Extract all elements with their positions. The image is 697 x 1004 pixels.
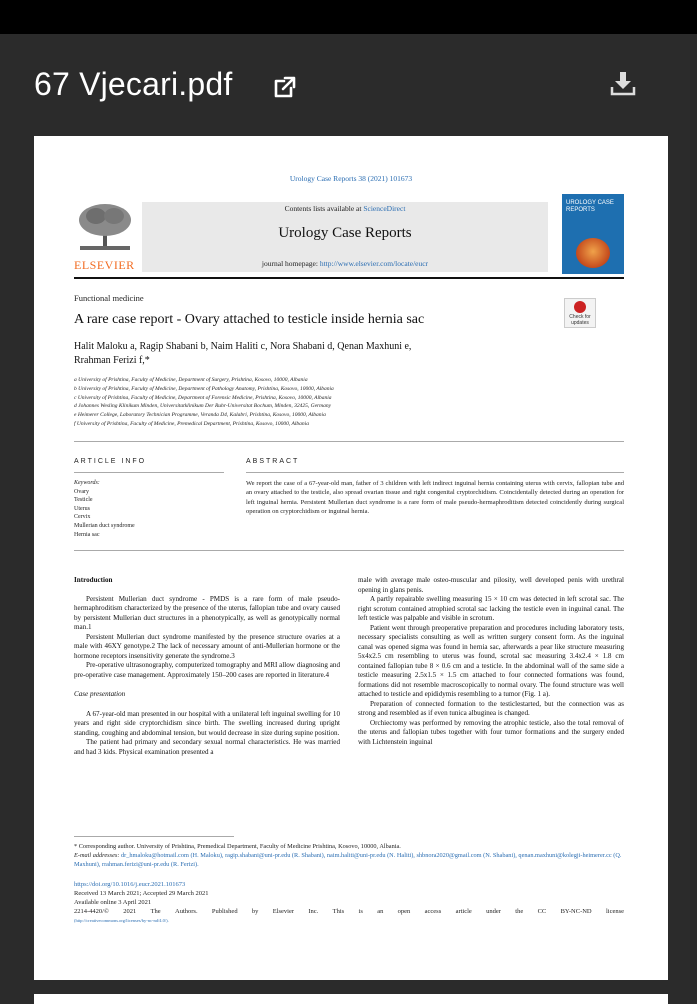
intro-heading: Introduction <box>74 576 113 584</box>
status-bar <box>0 0 697 34</box>
keyword: Ovary <box>74 488 89 495</box>
affiliation: d Johannes Wesling Klinikum Minden, Universitatklinikum Der Ruhr-Universitat Bochum, Minden, 32425, Germany <box>74 403 332 410</box>
email-addresses: E-mail addresses: dr_hmaloku@hotmail.com (H. Maloku), ragip.shabani@uni-pr.edu (R. Shabani), naim.haliti@uni-pr.edu (N. Haliti), shbnora2020@gmail.com (N. Shabani), qenan.maxhuni@kolegji-heimerer.cc (Q. Maxhuni), rrahman.ferizi@uni-pr.edu (R. Ferizi). <box>74 852 622 868</box>
publisher-logo: ELSEVIER <box>74 258 135 272</box>
paragraph: A 67-year-old man presented in our hospital with a unilateral left inguinal swelling for 10 years and right side cryptorchidism since birth. The swelling increased during upright standing, coughing and abdominal tension, but would decrease in size during supine position. <box>74 709 340 737</box>
header-rule <box>74 277 624 279</box>
pdf-page <box>34 136 668 980</box>
journal-cover <box>562 194 624 274</box>
paragraph: The patient had primary and secondary sexual normal characteristics. He was married and had 3 kids. Physical examination presented a <box>74 738 340 756</box>
doi-link[interactable]: https://doi.org/10.1016/j.eucr.2021.101673 <box>74 881 186 888</box>
affiliation: f University of Prishtina, Faculty of Medicine, Premedical Department, Prishtina, Kosovo, 10000, Albania <box>74 420 309 427</box>
paragraph: male with average male osteo-muscular and pilosity, well developed penis with urethral opening in glans penis. <box>358 576 624 594</box>
paragraph: Orchiectomy was performed by removing the atrophic testicle, also the total removal of the uterus and fallopian tubes together with four tumor formations and the surgery ended with Lichtenstein inguinal <box>358 718 624 746</box>
right-column <box>358 576 624 747</box>
homepage-link[interactable]: http://www.elsevier.com/locate/eucr <box>319 259 429 268</box>
paragraph: Preparation of connected formation to the testiclestarted, but the connection was as strong and resembled as if even tunica albuginea is changed. <box>358 699 624 717</box>
affiliation: b University of Prishtina, Faculty of Medicine, Department of Pathology Anatomy, Prishtina, Kosovo, 10000, Albania <box>74 385 334 392</box>
section-label: Functional medicine <box>74 293 144 303</box>
check-for-updates-badge[interactable]: Check for updates <box>564 298 596 328</box>
journal-homepage: journal homepage: http://www.elsevier.com/locate/eucr <box>261 259 429 268</box>
keyword: Cervix <box>74 514 91 521</box>
journal-name: Urology Case Reports <box>278 225 412 241</box>
keyword: Testicle <box>74 497 93 504</box>
article-info-heading: ARTICLE INFO <box>74 458 147 465</box>
keyword: Mullerian duct syndrome <box>74 522 135 529</box>
affiliations <box>74 376 614 429</box>
next-pdf-page <box>34 994 668 1004</box>
journal-citation[interactable]: Urology Case Reports 38 (2021) 101673 <box>289 174 413 183</box>
footnotes <box>74 842 624 869</box>
download-icon[interactable] <box>610 70 636 96</box>
authors-line: Halit Maloku a, Ragip Shabani b, Naim Haliti c, Nora Shabani d, Qenan Maxhuni e, <box>74 341 412 352</box>
paragraph: Pre-operative ultrasonography, computerized tomography and MRI allow diagnosing and pre-operative case management. Approximately 150–200 cases are reported in literature.4 <box>74 661 340 679</box>
affiliation: c University of Prishtina, Faculty of Medicine, Department of Forensic Medicine, Prishtina, Kosovo, 10000, Albania <box>74 394 332 401</box>
paragraph: A partly repairable swelling measuring 15 × 10 cm was detected in left scrotal sac. The right scrotum contained atrophied scrotal sac lacking the testicle even in inguinal canal. The left testicle was palpable and visible in scrotum. <box>358 595 624 622</box>
external-link-icon[interactable] <box>272 74 298 100</box>
paragraph: Persistent Mullerian duct syndrome - PMDS is a rare form of male pseudo-hermaphroditism characterized by the presence of the uterus, fallopian tube and ovary caused by persistent Mullerian duct structures in a phenotypically, as well as genotypically normal man.1 <box>74 594 340 631</box>
article-title: A rare case report - Ovary attached to testicle inside hernia sac <box>74 312 425 327</box>
affiliation: a University of Prishtina, Faculty of Medicine, Department of Surgery, Prishtina, Kosovo, 10000, Albania <box>74 377 308 383</box>
corresponding-author-note: * Corresponding author. University of Prishtina, Premedical Department, Faculty of Medicine Prishtina, Kosovo, 10000, Albania. <box>74 843 401 850</box>
divider <box>74 441 624 442</box>
sciencedirect-link[interactable]: ScienceDirect <box>363 204 406 213</box>
received-dates: Received 13 March 2021; Accepted 29 March 2021 <box>74 890 209 897</box>
keywords <box>74 479 224 539</box>
email-links[interactable]: dr_hmaloku@hotmail.com (H. Maloku), ragip.shabani@uni-pr.edu (R. Shabani), naim.haliti@uni-pr.edu (N. Haliti), shbnora2020@gmail.com (N. Shabani), qenan.maxhuni@kolegji-heimerer.cc (Q. Maxhuni), rrahman.ferizi@uni-pr.edu (R. Ferizi). <box>74 852 622 868</box>
online-date: Available online 3 April 2021 <box>74 899 152 906</box>
paragraph: Persistent Mullerian duct syndrome manifested by the presence structure ovaries at a male with 46XY genotype.2 The lack of necessary amount of anti-Mullerian hormone or the hormone receptors insensitivity generate the syndrome.3 <box>74 632 340 660</box>
paragraph: Patient went through preoperative preparation and procedures including laboratory tests, necessary specialists consulting as well as written surgery consent form. As the inguinal canal was opened sigma was found in hernia sac, afterwards a pear like structure measuring 5x4x2.5 cm resembling to uterus was found, scrotal sac measuring 3.4x2.4 × 1.8 cm contained fallopian tube 8 × 0.6 cm and a testicle. In the abdominal wall of the same side a testicle measuring 2.5x1.5 × 1.5 cm attached to four connected formations was found, formations did not resemble macroscopically to normal ovary. The found structure was well attached to testicle and epididymis resembling to a tumor (Fig. 1 a). <box>358 623 624 698</box>
keyword: Uterus <box>74 505 90 512</box>
divider <box>74 550 624 551</box>
article-meta <box>74 880 624 925</box>
file-title: 67 Vjecari.pdf <box>34 66 233 102</box>
authors-line: Rrahman Ferizi f,* <box>74 355 150 366</box>
cover-image <box>576 238 610 268</box>
footnote-rule <box>74 836 234 837</box>
divider <box>74 472 224 473</box>
elsevier-tree-logo <box>74 202 136 252</box>
abstract-text: We report the case of a 67-year-old man, father of 3 children with left indirect inguinal hernia containing uterus with cervix, fallopian tube and an ovary attached to the testicle, also spread ovarian tissue and right congenital cryptorchidism. Coincidentally detected during an operation for left inguinal hernia. Persistent Mullerian duct syndrome is a rare form of male pseudo-hermaphroditism detected coincidently during surgical operation on cryptorchidism or inguinal hernia. <box>246 480 624 516</box>
contents-line: Contents lists available at ScienceDirect <box>284 204 406 213</box>
case-heading: Case presentation <box>74 690 126 698</box>
left-column <box>74 576 340 757</box>
author-list <box>74 340 594 368</box>
divider <box>246 472 624 473</box>
license-link[interactable]: (http://creativecommons.org/licenses/by-nc-nd/4.0/). <box>74 918 169 923</box>
keyword: Hernia sac <box>74 531 100 538</box>
cover-title: UROLOGY CASE REPORTS <box>566 200 614 213</box>
journal-banner <box>142 202 548 272</box>
affiliation: e Heimerer College, Laboratory Technician Programme, Veranda D4, Kalabri, Prishtina, Kosovo, 10000, Albania <box>74 412 326 419</box>
license-line: 2214-4420/© 2021 The Authors. Published by Elsevier Inc. This is an open access article under the CC BY-NC-ND license <box>74 908 624 915</box>
abstract-heading: ABSTRACT <box>246 458 300 465</box>
keywords-label: Keywords: <box>74 480 100 486</box>
